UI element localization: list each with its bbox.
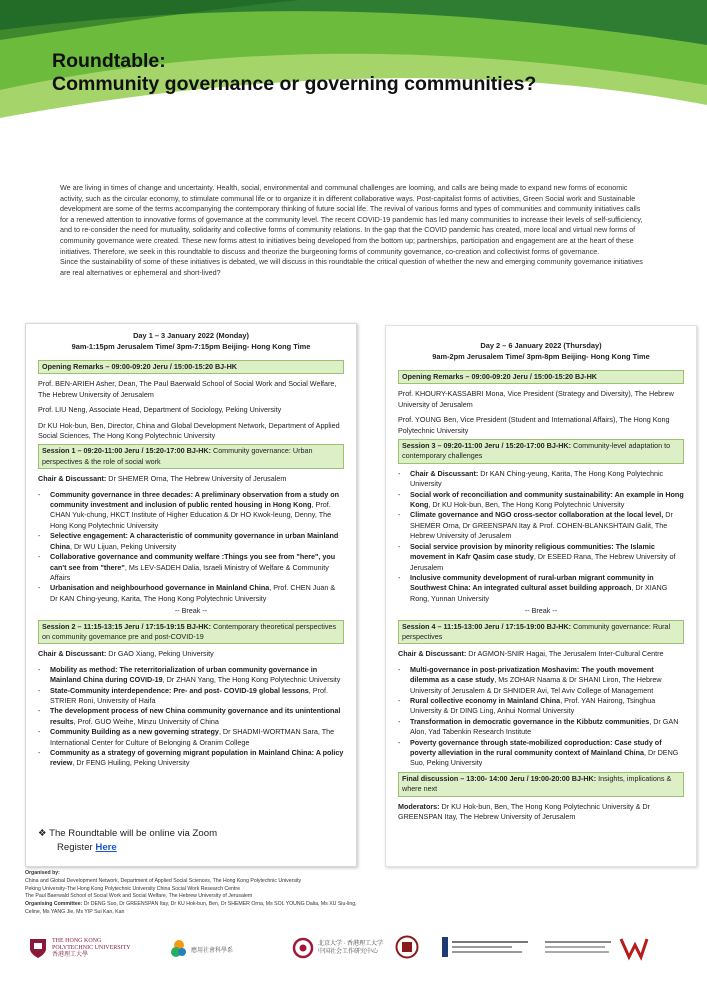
day1-heading: Day 1 – 3 January 2022 (Monday)	[133, 331, 249, 340]
final-topic: Insights, implications & where next	[402, 773, 672, 794]
paper-authors: , Dr ESEED Rana, The Hebrew University of Jerusalem	[410, 552, 676, 572]
apss-leaf-icon	[170, 939, 188, 959]
list-item	[38, 490, 344, 532]
list-item	[398, 717, 684, 738]
list-item	[398, 738, 684, 769]
center-emblem-icon	[292, 937, 314, 959]
paper-authors: , Dr GAN Alon, Yad Tabenkin Research Institute	[410, 716, 679, 737]
register-text: Register	[57, 842, 96, 853]
paper-title: Rural collective economy in Mainland China	[410, 695, 561, 705]
session1-papers	[38, 490, 344, 604]
paper-title: Community as a strategy of governing migrant population in Mainland China: A policy review	[50, 748, 344, 768]
paper-authors: , Prof. YAN Hairong, Tsinghua University & Dr DING Ling, Anhui Normal University	[410, 695, 656, 716]
break-label: -- Break --	[174, 606, 208, 616]
day1-speaker: Dr KU Hok-bun, Ben, Director, China and Global Development Network, Department of Applied Social Sciences, The Hong Kong Polytechnic University	[38, 420, 340, 441]
list-item	[38, 665, 344, 686]
paper-title: Inclusive community development of rural-urban migrant community in Southwest China: An integrated cultural asset building approach	[410, 572, 654, 593]
title-line-2: Community governance or governing communities?	[52, 73, 537, 95]
center-name: 北京大学 · 香港理工大学 中国社会工作研究中心	[318, 941, 383, 955]
paper-title: Social service provision by minority religious communities: The Islamic movement in Kafr Qasim case study	[410, 541, 655, 562]
committee-line	[25, 901, 365, 917]
organiser-line: The Paul Baerwald School of Social Work and Social Welfare, The Hebrew University of Jerusalem	[25, 893, 253, 900]
list-item	[398, 696, 684, 717]
paper-title: Multi-governance in post-privatization Moshavim: The youth movement dilemma as a case study	[410, 664, 654, 685]
session2-topic: Contemporary theoretical perspectives on community governance pre and post-COVID-19	[42, 621, 337, 641]
paper-title: Community governance in three decades: A preliminary observation from a study on community investment and inclusion of public rented housing in Hong Kong	[50, 489, 340, 510]
chair-name: Dr AGMON-SNIR Hagai, The Jerusalem Inter-Cultural Centre	[466, 649, 664, 659]
register-link[interactable]: Here	[95, 842, 117, 853]
list-item	[398, 510, 684, 541]
list-item	[398, 469, 684, 490]
polyu-logo	[28, 937, 142, 959]
paper-authors: , Prof. STRIER Roni, University of Haifa	[50, 685, 328, 705]
list-item	[38, 706, 344, 727]
organisers	[25, 870, 365, 917]
paper-authors: , Dr XIANG Rong, Yunnan University	[410, 583, 668, 603]
list-item	[38, 727, 344, 748]
committee-names: Dr DENG Suo, Dr GREENSPAN Itay, Dr KU Hok-bun, Ben, Dr SHEMER Orna, Ms SOL YOUNG Dalia, Ms XU Siu-ling, Celine, Ms YANG Jie, Ms YIP Sui Kan, Kan	[25, 901, 357, 915]
title-line-1: Roundtable:	[52, 50, 166, 72]
paper-authors: , Dr FENG Huiling, Peking University	[72, 758, 190, 768]
session4-chair	[398, 649, 684, 659]
chair-name: Dr KAN Ching-yeung, Karita, The Hong Kong Polytechnic University	[410, 468, 664, 489]
apss-logo	[170, 939, 233, 959]
organised-by-label: Organised by:	[25, 870, 60, 876]
paper-authors: , Dr ZHAN Yang, The Hong Kong Polytechnic University	[162, 675, 341, 685]
chair-label: Chair & Discussant:	[398, 649, 467, 659]
polyu-crest-icon	[28, 937, 48, 959]
paper-title: Urbanisation and neighbourhood governance in Mainland China	[50, 583, 270, 593]
paper-title: Social work of reconciliation and community sustainability: An example in Hong Kong	[410, 489, 684, 510]
list-item	[398, 542, 684, 573]
chair-name: Dr GAO Xiang, Peking University	[106, 649, 214, 659]
list-item	[38, 552, 344, 583]
pku-seal	[395, 935, 419, 959]
paper-title: The development process of new China community governance and its unintentional results	[50, 706, 341, 726]
chair-label: Chair & Discussant:	[38, 474, 107, 484]
paper-title: Transformation in democratic governance in the Kibbutz communities	[410, 716, 650, 726]
moderators-label: Moderators:	[398, 801, 440, 811]
paper-authors: , Dr SHADMI-WORTMAN Sara, The International Center for Culture of Belonging & Oranim College	[50, 727, 335, 747]
intro-text	[60, 183, 648, 278]
day1-time: 9am-1:15pm Jerusalem Time/ 3pm-7:15pm Beijing- Hong Kong Time	[71, 342, 311, 351]
break-label: -- Break --	[524, 606, 558, 616]
day2-speaker: Prof. YOUNG Ben, Vice President (Student and International Affairs), The Hong Kong Polytechnic University	[398, 415, 670, 435]
list-item	[38, 686, 344, 707]
paper-authors: Dr SHEMER Orna, Dr GREENSPAN Itay & Prof. COHEN-BLANKSHTAIN Galit, The Hebrew University of Jerusalem	[410, 510, 673, 541]
chair-label: Chair & Discussant:	[38, 649, 107, 659]
paper-authors: , Ms ZOHAR Naama & Dr SHANI Liron, The Hebrew University of Jerusalem & Dr SHNIDER Avi, Tel Aviv College of Management	[410, 675, 662, 695]
paper-authors: , Dr KU Hok-bun, Ben, The Hong Kong Polytechnic University	[428, 500, 625, 510]
final-time: Final discussion – 13:00- 14:00 Jeru / 19:00-20:00 BJ-HK:	[402, 773, 597, 783]
polyu-name: THE HONG KONG POLYTECHNIC UNIVERSITY	[52, 937, 131, 951]
paper-authors: , Prof. GUO Weihe, Minzu University of China	[73, 716, 219, 726]
session3-time: Session 3 – 09:20-11:00 Jeru / 15:20-17:00 BJ-HK:	[402, 441, 571, 451]
session1-bar	[38, 444, 344, 469]
list-item	[398, 490, 684, 511]
paper-title: Community Building as a new governing strategy	[50, 727, 219, 737]
day2-panel	[385, 325, 697, 867]
apss-name: 應用社會科學系	[191, 947, 234, 954]
session3-topic: Community-level adaptation to contemporary challenges	[402, 441, 671, 461]
polyu-name-cn: 香港理工大學	[52, 951, 89, 958]
session2-papers	[38, 665, 344, 769]
pku-polyu-center-logo	[292, 937, 390, 959]
chair-label: Chair & Discussant:	[410, 468, 479, 478]
list-item	[38, 748, 344, 769]
organiser-line: China and Global Development Network, Department of Applied Social Sciences, The Hong Kong Polytechnic University	[25, 877, 302, 884]
list-item	[38, 583, 344, 604]
paper-title: Selective engagement: A characteristic of community governance in urban Mainland China	[50, 531, 339, 551]
logo-strip	[0, 925, 707, 980]
session2-bar	[38, 620, 344, 645]
session3-bar	[398, 439, 684, 464]
zoom-notice	[38, 827, 338, 855]
hebrew-university-mark-icon	[442, 935, 530, 961]
session4-time: Session 4 – 11:15-13:00 Jeru / 17:15-19:00 BJ-HK:	[402, 621, 571, 631]
day1-speaker: Prof. LIU Neng, Associate Head, Department of Sociology, Peking University	[38, 405, 282, 415]
list-item	[398, 665, 684, 696]
session2-chair	[38, 649, 344, 659]
intro-paragraph-2: Since the sustainability of some of these initiatives is debated, we will discuss in this roundtable the critical question of whether the new and emerging community governance initiatives are real alternatives or ephemeral and short-lived?	[60, 257, 643, 277]
paper-title: Mobility as method: The reterritorialization of urban community governance in Mainland China during COVID-19	[50, 664, 318, 685]
day1-opening-bar: Opening Remarks – 09:00-09:20 Jeru / 15:00-15:20 BJ-HK	[38, 360, 344, 374]
paper-title: State-Community interdependence: Pre- and post- COVID-19 global lessons	[50, 685, 309, 695]
final-discussion-bar	[398, 772, 684, 797]
session4-papers	[398, 665, 684, 769]
baerwald-mark-icon	[545, 935, 649, 961]
day2-speaker: Prof. KHOURY-KASSABRI Mona, Vice President (Strategy and Diversity), The Hebrew University of Jerusalem	[398, 389, 674, 409]
page-title	[52, 50, 536, 96]
paper-title: Collaborative governance and community welfare :Things you see from "here", you can't see from "there"	[50, 552, 336, 572]
hebrew-university-logo	[442, 935, 530, 961]
intro-paragraph: We are living in times of change and uncertainty. Health, social, environmental and communal challenges are looming, and calls are being made to expand new forms of economic activity, such as the circular economy, to stimulate communal life or to organize it in different collaborative ways. Post-capitalist forms of activities, Green Social work and Sustainable development are some of the terms accompanying the contemporary thinking of future social life. The revival of various forms and types of communities and community initiatives calls for a renewed attention to innovative forms of governance at the community level. The recent COVID-19 pandemic has led many communities to increase their levels of self-sufficiency, and to re-consider the need for mutuality, solidarity and collective forms of community relations. In the gap that the COVID pandemic has created, more local and virtual new forms of community governance were created. These new forms attest to initiatives being developed from the bottom up; partnerships, participation and engagement are at the heart of these initiatives. Therefore, we seek in this roundtable to discuss and theorize the burgeoning forms of community governance, co-creation and collectivist forms of governance.	[60, 183, 643, 256]
committee-label: Organising Committee:	[25, 901, 83, 908]
day1-panel	[25, 323, 357, 867]
moderators-names: Dr KU Hok-bun, Ben, The Hong Kong Polytechnic University & Dr GREENSPAN Itay, The Hebrew University of Jerusalem	[398, 801, 650, 822]
paper-authors: , Dr DENG Suo, Peking University	[410, 748, 679, 768]
paper-authors: , Dr WU Lijuan, Peking University	[69, 541, 177, 551]
session1-time: Session 1 – 09:20-11:00 Jeru / 15:20-17:00 BJ-HK:	[42, 446, 211, 456]
paper-authors: , Prof. CHEN Juan & Dr KAN Ching-yeung, Karita, The Hong Kong Polytechnic University	[50, 583, 336, 603]
day1-speaker: Prof. BEN-ARIEH Asher, Dean, The Paul Baerwald School of Social Work and Social Welfare, The Hebrew University of Jerusalem	[38, 379, 337, 399]
paper-authors: , Prof. CHAN Yuk-chung, HKCT Institute of Higher Education & Dr HO Kwok-leung, Denny, The Hong Kong Polytechnic University	[50, 500, 332, 530]
day2-time: 9am-2pm Jerusalem Time/ 3pm-8pm Beijing- Hong Kong Time	[432, 352, 650, 361]
session3-papers	[398, 469, 684, 604]
zoom-text: The Roundtable will be online via Zoom	[49, 828, 218, 839]
diamond-bullet-icon: ❖	[38, 828, 50, 839]
paper-title: Poverty governance through state-mobilized coproduction: Case study of poverty alleviation in the rural community context of Mainland China	[410, 737, 662, 757]
paper-authors: , Ms LEV-SADEH Dalia, Israeli Ministry of Welfare & Community Affairs	[50, 562, 329, 582]
session1-topic: Community governance: Urban perspectives & the role of social work	[42, 446, 313, 466]
session4-bar	[398, 620, 684, 645]
day2-heading: Day 2 – 6 January 2022 (Thursday)	[480, 341, 602, 350]
paper-title: Climate governance and NGO cross-sector collaboration at the local level,	[410, 510, 664, 520]
organiser-line: Peking University-The Hong Kong Polytechnic University China Social Work Research Centre	[25, 885, 240, 892]
baerwald-school-logo	[545, 935, 649, 961]
moderators	[398, 802, 684, 823]
list-item	[38, 531, 344, 552]
list-item	[398, 573, 684, 604]
session1-chair	[38, 474, 344, 484]
day2-opening-bar: Opening Remarks – 09:00-09:20 Jeru / 15:00-15:20 BJ-HK	[398, 370, 684, 384]
chair-name: Dr SHEMER Orna, The Hebrew University of Jerusalem	[106, 474, 287, 484]
session4-topic: Community governance: Rural perspectives	[402, 621, 671, 641]
session2-time: Session 2 – 11:15-13:15 Jeru / 17:15-19:15 BJ-HK:	[42, 621, 211, 631]
pku-seal-icon	[395, 935, 419, 959]
